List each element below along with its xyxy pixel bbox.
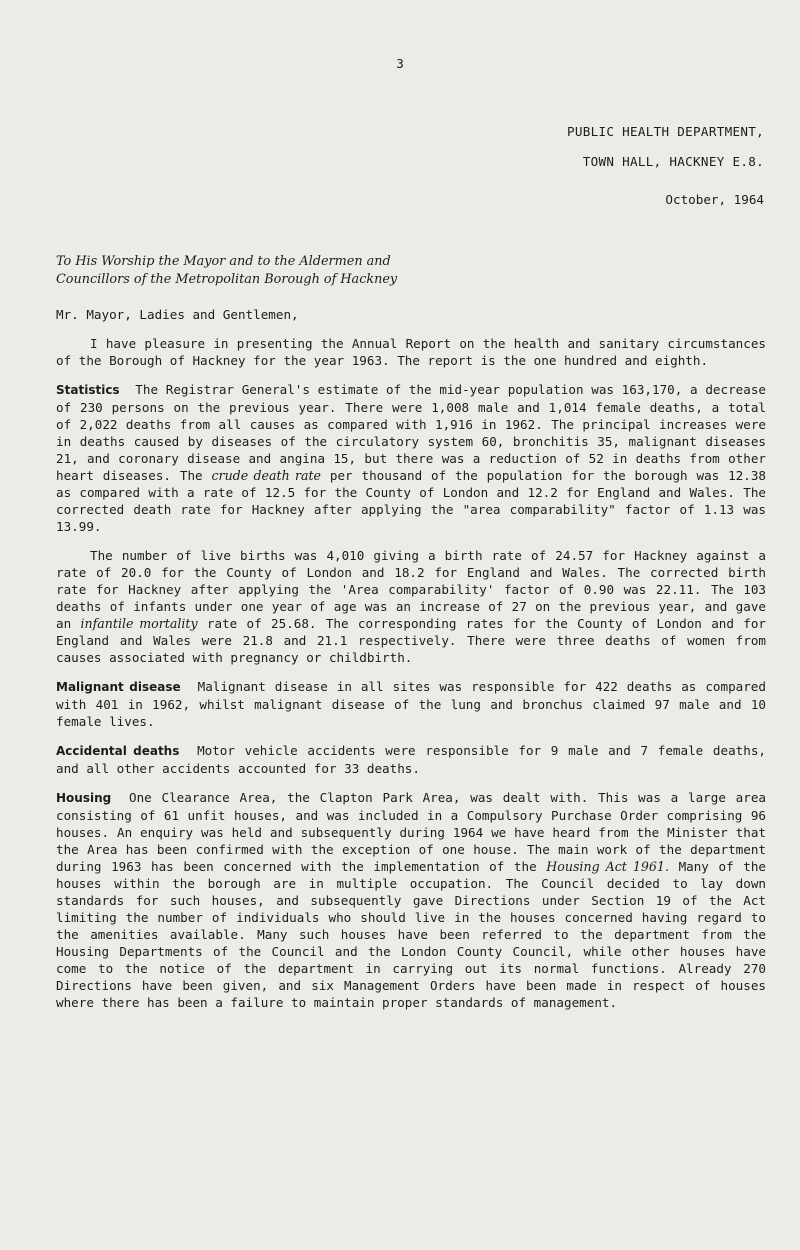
housing-act-term: Housing Act 1961. — [546, 859, 669, 874]
housing-paragraph — [56, 789, 766, 1011]
accidental-text: Motor vehicle accidents were responsible for 9 male and 7 female deaths, and all other accidents accounted for 33 deaths. — [56, 743, 766, 776]
address-department: PUBLIC HEALTH DEPARTMENT, — [566, 124, 764, 139]
malignant-text: Malignant disease in all sites was responsible for 422 deaths as compared with 401 in 1962, whilst malignant disease of the lung and bronchus claimed 97 male and 10 female lives. — [56, 679, 766, 729]
page-number: 3 — [396, 56, 404, 71]
births-text-a: The number of live births was 4,010 giving a birth rate of 24.57 for Hackney against a rate of 20.0 for the County of London and 18.2 for England and Wales. The corrected birth rate for Hackney after applying the 'Area comparability' factor of 0.90 was 22.11. The 103 deaths of infants under one year of age was an increase of 27 on the previous year, and gave an — [56, 548, 766, 631]
statistics-paragraph — [56, 381, 766, 535]
statistics-text-a: The Registrar General's estimate of the mid-year population was 163,170, a decrease of 230 persons on the previous year. There were 1,008 male and 1,014 female deaths, a total of 2,022 deaths from all causes as compared with 1,916 in 1962. The principal increases were in deaths caused by diseases of the circulatory system 60, bronchitis 35, malignant diseases 21, and coronary disease and angina 15, but there was a reduction of 52 in deaths from other heart diseases. The — [56, 382, 766, 483]
addressee-line-1: To His Worship the Mayor and to the Aldermen and — [56, 254, 391, 269]
infantile-mortality-term: infantile mortality — [80, 616, 198, 631]
statistics-heading: Statistics — [56, 383, 120, 397]
births-text-b: rate of 25.68. The corresponding rates for the County of London and for England and Wales were 21.8 and 21.1 respectively. There were three deaths of women from causes associated with pregnancy or childbirth. — [56, 616, 767, 665]
address-town-hall: TOWN HALL, HACKNEY E.8. — [582, 154, 764, 169]
letter-date: October, 1964 — [665, 192, 764, 207]
housing-text-b: Many of the houses within the borough are in multiple occupation. The Council decided to lay down standards for such houses, and subsequently gave Directions under Section 19 of the Act limiting the number of individuals who should live in the houses concerned having regard to the amenities available. Many such houses have been referred to the department from the Housing Departments of the Council and the London County Council, while other houses have come to the notice of the department in carrying out its normal functions. Already 270 Directions have been given, and six Management Orders have been made in respect of houses where there has been a failure to maintain proper standards of management. — [56, 859, 767, 1010]
accidental-paragraph — [56, 742, 766, 777]
malignant-paragraph — [56, 678, 766, 730]
letter-body — [56, 306, 766, 1023]
housing-heading: Housing — [56, 791, 112, 805]
intro-paragraph: I have pleasure in presenting the Annual Report on the health and sanitary circumstances of the Borough of Hackney for the year 1963. The report is the one hundred and eighth. — [56, 336, 766, 368]
accidental-heading: Accidental deaths — [56, 744, 180, 758]
crude-death-rate-term: crude death rate — [211, 468, 322, 483]
addressee-line-2: Councillors of the Metropolitan Borough of Hackney — [56, 272, 398, 287]
salutation: Mr. Mayor, Ladies and Gentlemen, — [56, 307, 299, 322]
housing-text-a: One Clearance Area, the Clapton Park Area, was dealt with. This was a large area consisting of 61 unfit houses, and was included in a Compulsory Purchase Order comprising 96 houses. An enquiry was held and subsequently during 1964 we have heard from the Minister that the Area has been confirmed with the exception of one house. The main work of the department during 1963 has been concerned with the implementation of the — [56, 790, 766, 874]
births-paragraph — [56, 547, 766, 666]
addressee — [56, 253, 397, 289]
statistics-text-b: per thousand of the population for the borough was 12.38 as compared with a rate of 12.5 for the County of London and 12.2 for England and Wales. The corrected death rate for Hackney after applying the "area comparability" factor of 1.13 was 13.99. — [56, 468, 766, 534]
malignant-heading: Malignant disease — [56, 680, 181, 694]
